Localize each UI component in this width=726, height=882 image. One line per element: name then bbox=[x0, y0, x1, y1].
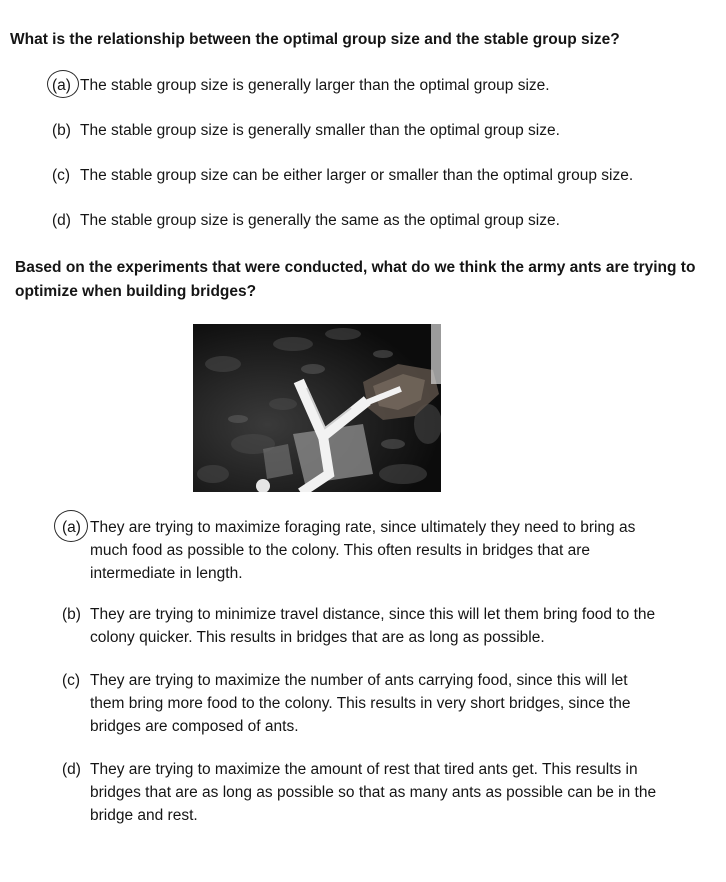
option-text: The stable group size is generally the same as the optimal group size. bbox=[80, 212, 560, 229]
option-text: They are trying to maximize the amount of rest that tired ants get. This results in bridges that are as long as possible so that as many ants as possible can be in the bridge and rest. bbox=[90, 761, 657, 824]
question-2-option-a[interactable] bbox=[62, 516, 662, 585]
option-marker: (d) bbox=[52, 212, 71, 229]
question-1-option-d[interactable] bbox=[52, 209, 692, 232]
option-text: They are trying to maximize the number of ants carrying food, since this will let them bring more food to the colony. This results in very short bridges, since the bridges are composed of ants. bbox=[90, 672, 631, 735]
option-marker: (b) bbox=[62, 606, 81, 623]
option-text: The stable group size is generally larger than the optimal group size. bbox=[80, 77, 550, 94]
army-ant-bridge-photo bbox=[193, 324, 441, 492]
question-2-prompt: Based on the experiments that were conducted, what do we think the army ants are trying to optimize when building bridges? bbox=[15, 259, 696, 300]
option-marker: (d) bbox=[62, 761, 81, 778]
question-2-option-d[interactable] bbox=[62, 758, 672, 827]
option-text: The stable group size can be either larger or smaller than the optimal group size. bbox=[80, 167, 634, 184]
hand-drawn-circle-icon bbox=[47, 70, 79, 98]
option-marker: (a) bbox=[52, 74, 80, 97]
option-marker: (a) bbox=[62, 516, 90, 585]
ant-bridge-image-icon bbox=[193, 324, 441, 492]
option-text: The stable group size is generally smaller than the optimal group size. bbox=[80, 122, 560, 139]
option-text: They are trying to maximize foraging rate, since ultimately they need to bring as much food as possible to the colony. This often results in bridges that are intermediate in length. bbox=[90, 519, 636, 582]
hand-drawn-circle-icon bbox=[54, 510, 88, 542]
option-marker: (c) bbox=[52, 167, 71, 184]
question-2-option-b[interactable] bbox=[62, 603, 662, 649]
question-1-option-a[interactable] bbox=[52, 74, 692, 97]
question-2-option-c[interactable] bbox=[62, 669, 662, 738]
question-1-option-b[interactable] bbox=[52, 119, 692, 142]
option-marker: (c) bbox=[62, 672, 81, 689]
question-1-prompt: What is the relationship between the optimal group size and the stable group size? bbox=[10, 31, 620, 48]
question-1-option-c[interactable] bbox=[52, 164, 702, 187]
option-text: They are trying to minimize travel distance, since this will let them bring food to the colony quicker. This results in bridges that are as long as possible. bbox=[90, 606, 656, 646]
option-marker: (b) bbox=[52, 122, 71, 139]
